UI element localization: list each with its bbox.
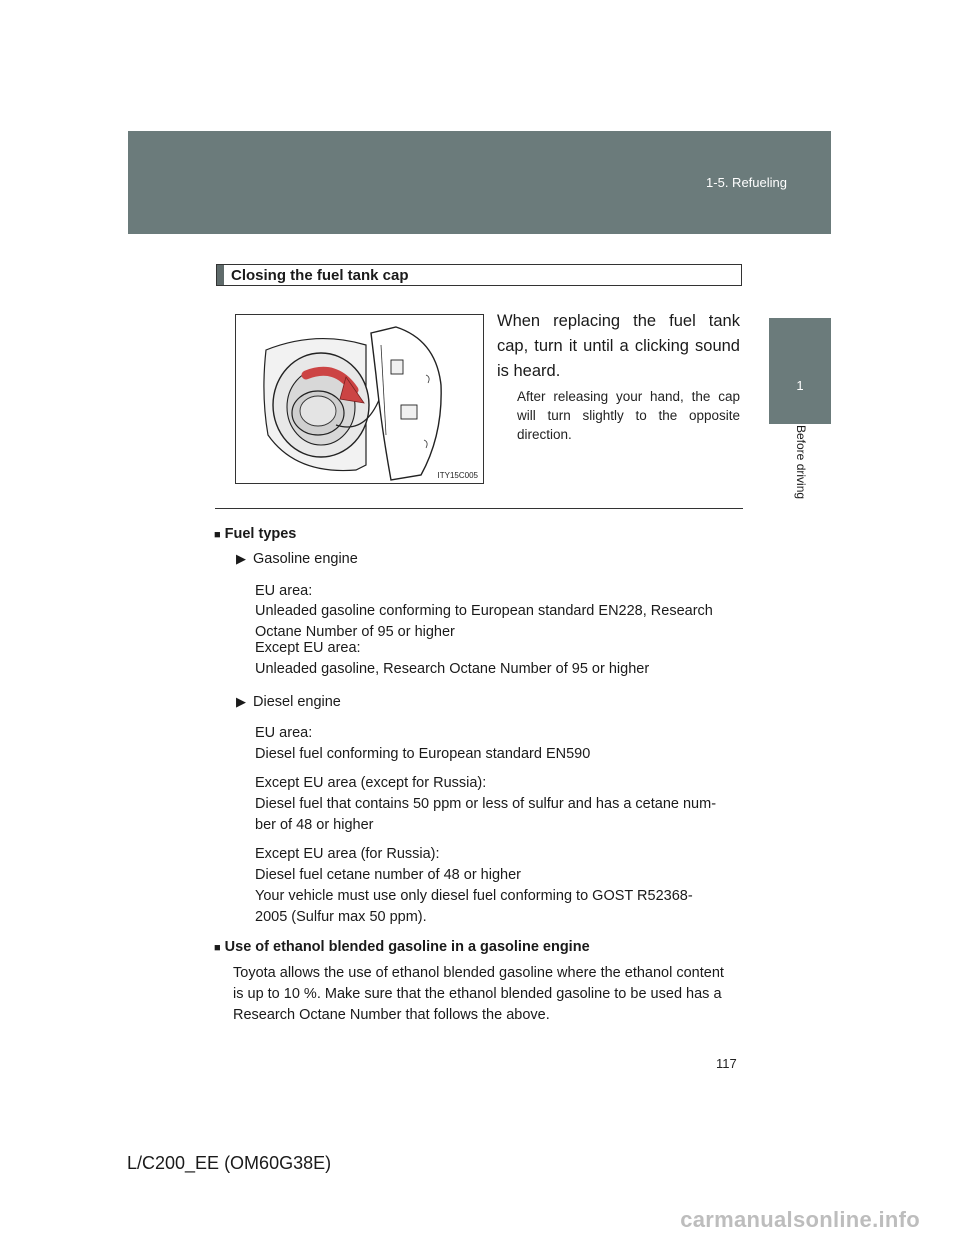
gasoline-eu-line1: Unleaded gasoline conforming to European standard EN228, Research (255, 603, 713, 619)
watermark: carmanualsonline.info (680, 1207, 920, 1232)
model-code: L/C200_EE (OM60G38E) (127, 1153, 332, 1173)
square-bullet-icon: ■ (214, 942, 221, 954)
page-number: 117 (716, 1056, 737, 1071)
diesel-eu-text: Diesel fuel conforming to European standard EN590 (255, 746, 591, 762)
gasoline-eu-block (255, 592, 713, 643)
diesel-russia-line1: Diesel fuel cetane number of 48 or higher (255, 867, 521, 883)
fuel-cap-illustration (235, 314, 484, 484)
chapter-tab (769, 318, 831, 424)
ethanol-heading-text: Use of ethanol blended gasoline in a gasoline engine (224, 939, 590, 955)
diesel-engine-text: Diesel engine (253, 694, 341, 710)
section-title-bar (216, 264, 742, 286)
intro-text: When replacing the fuel tank cap, turn it until a clicking sound is heard. (497, 312, 740, 380)
gasoline-non-eu-text: Unleaded gasoline, Research Octane Number of 95 or higher (255, 661, 650, 677)
ethanol-heading (214, 937, 590, 959)
figure-code: ITY15C005 (437, 471, 478, 480)
triangle-bullet-icon: ▶ (236, 551, 246, 566)
gasoline-eu-label: EU area: (255, 583, 313, 599)
header-band (128, 131, 831, 234)
gasoline-eu-line2: Octane Number of 95 or higher (255, 624, 455, 640)
diesel-engine-label (236, 691, 341, 713)
fuel-types-heading (214, 524, 296, 546)
gasoline-engine-label (236, 548, 358, 570)
chapter-label: Before driving (794, 425, 808, 500)
fuel-cap-drawing (236, 315, 483, 483)
gasoline-non-eu-label: Except EU area: (255, 640, 361, 656)
diesel-non-eu-label: Except EU area (except for Russia): (255, 775, 487, 791)
diesel-russia-line2: Your vehicle must use only diesel fuel conforming to GOST R52368- (255, 888, 693, 904)
section-divider (215, 508, 743, 509)
chapter-number: 1 (796, 378, 804, 393)
diesel-non-eu-line2: ber of 48 or higher (255, 817, 374, 833)
diesel-eu-label: EU area: (255, 725, 313, 741)
square-bullet-icon: ■ (214, 529, 221, 541)
ethanol-line3: Research Octane Number that follows the above. (233, 1007, 550, 1023)
diesel-non-eu-line1: Diesel fuel that contains 50 ppm or less of sulfur and has a cetane num- (255, 796, 717, 812)
diesel-russia-line3: 2005 (Sulfur max 50 ppm). (255, 909, 427, 925)
diesel-russia-label: Except EU area (for Russia): (255, 846, 440, 862)
triangle-bullet-icon: ▶ (236, 694, 246, 709)
ethanol-line2: is up to 10 %. Make sure that the ethanol blended gasoline to be used has a (233, 986, 722, 1002)
ethanol-line1: Toyota allows the use of ethanol blended gasoline where the ethanol content (233, 965, 724, 981)
note-text: After releasing your hand, the cap will turn slightly to the opposite direction. (517, 389, 740, 442)
section-marker (217, 265, 224, 285)
gasoline-engine-text: Gasoline engine (253, 551, 358, 567)
section-label: 1-5. Refueling (706, 175, 787, 190)
section-title: Closing the fuel tank cap (231, 267, 409, 284)
fuel-types-heading-text: Fuel types (224, 526, 297, 542)
